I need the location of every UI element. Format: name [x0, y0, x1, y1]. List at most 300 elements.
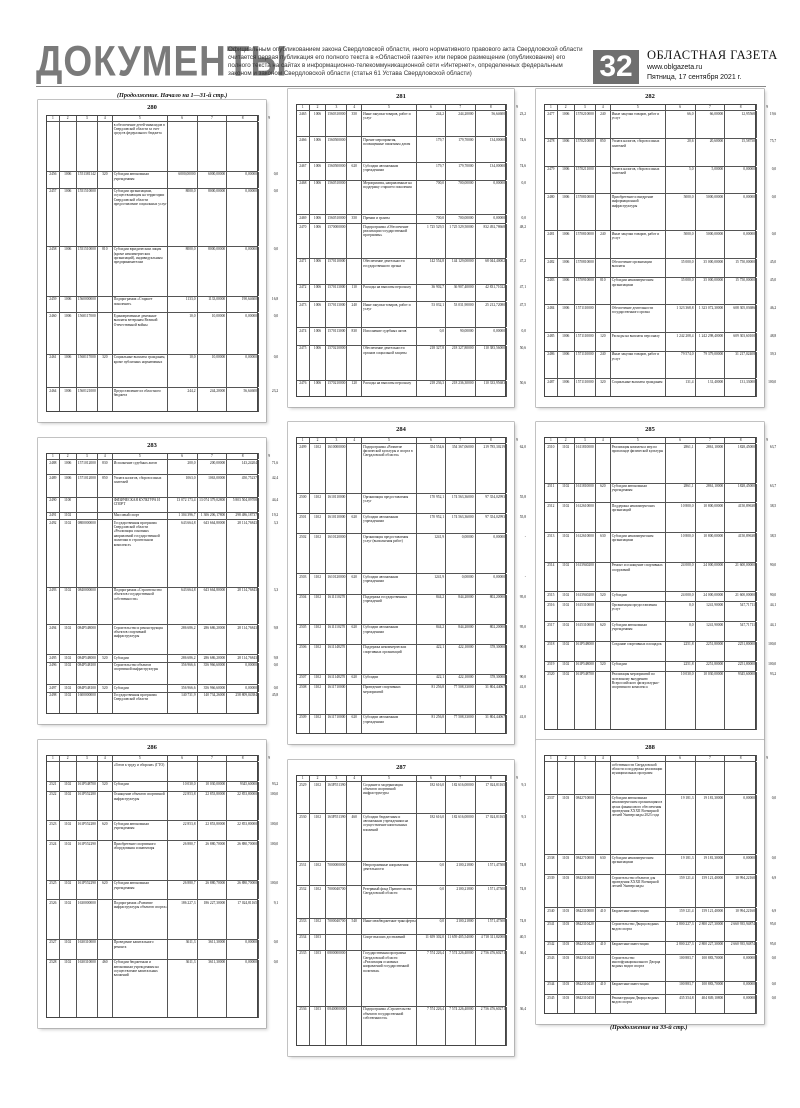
table-cell: 620	[595, 484, 610, 503]
budget-table	[46, 755, 279, 1018]
document-page	[536, 422, 777, 740]
table-cell: 1102	[59, 782, 76, 791]
column-number: 1	[46, 755, 59, 761]
table-cell: Субсидии	[112, 685, 167, 692]
table-cell: 11 659 405,54000	[445, 935, 474, 950]
table-cell: 2493	[46, 588, 59, 625]
table-cell: 0,0	[258, 960, 279, 1018]
table-row	[296, 180, 526, 215]
table-cell: 404 849,10800	[695, 995, 725, 1014]
table-cell: 9,3	[506, 782, 527, 813]
table-cell: 540	[346, 919, 361, 934]
table-cell: 1102	[309, 919, 326, 934]
table-cell: 643 664,80000	[197, 520, 227, 587]
table-cell: 084P548000	[77, 655, 96, 660]
table-cell: 26 880,70000	[226, 841, 258, 880]
table-row	[296, 258, 526, 284]
table-cell: ФИЗИЧЕСКАЯ КУЛЬТУРА И СПОРТ	[112, 498, 167, 512]
table-cell: 2491	[46, 513, 59, 520]
table-cell: 93,2	[258, 782, 279, 791]
table-cell: 0,00000	[724, 995, 756, 1014]
table-cell: 71,6	[258, 460, 279, 474]
table-cell: 7 574 226,40000	[445, 1007, 474, 1046]
table-cell	[258, 762, 279, 781]
table-cell: 2499	[296, 444, 309, 493]
table-row	[46, 880, 279, 900]
table-cell: Субсидии	[361, 675, 416, 684]
table-cell: 2251,8	[665, 642, 695, 661]
table-cell: 1102	[309, 645, 326, 674]
table-cell: 2861,10000	[695, 484, 725, 503]
column-number: 6	[665, 104, 695, 110]
table-cell: 5,00000	[695, 167, 725, 194]
table-cell: 159 121,4	[665, 908, 695, 920]
table-cell: 520	[97, 782, 112, 791]
table-cell	[97, 388, 112, 412]
table-cell: 1006	[59, 172, 76, 188]
table-cell: 6,9	[756, 908, 777, 920]
table-cell: 100,0	[756, 642, 777, 661]
table-cell: 2530	[296, 814, 309, 861]
column-number: 7	[695, 437, 725, 443]
table-cell: 66,00000	[695, 111, 725, 138]
table-cell: 2531	[296, 862, 309, 885]
table-cell	[665, 762, 695, 794]
table-cell: 31 804,44067	[475, 715, 507, 734]
column-number: 4	[595, 755, 610, 761]
table-cell: 1102	[309, 444, 326, 493]
table-cell: Организация предоставления услуг	[361, 494, 416, 513]
table-cell: 7 574 226,4	[416, 951, 445, 1006]
table-cell: 520	[97, 685, 112, 692]
column-number: 9	[506, 437, 527, 443]
table-row	[544, 532, 777, 562]
table-cell: 2474	[296, 328, 309, 344]
table-cell: 56,64600	[226, 388, 258, 412]
column-number: 8	[475, 104, 507, 110]
page-number: 284	[396, 426, 406, 433]
table-cell: 1570211000	[574, 167, 595, 194]
table-cell: 0,0	[258, 189, 279, 246]
column-number: 5	[610, 437, 665, 443]
column-number: 4	[595, 437, 610, 443]
table-cell: 186 227,3	[167, 900, 197, 939]
table-cell: 0,00000	[724, 855, 756, 874]
table-cell: 2520	[544, 672, 557, 730]
table-cell: 100,0	[756, 379, 777, 397]
table-cell: 356 966,60000	[197, 663, 227, 685]
table-cell: 161P548700	[574, 672, 595, 730]
table-cell: Иные межбюджетные трансферты	[361, 919, 416, 934]
table-cell: 1006	[557, 167, 574, 194]
table-row	[544, 621, 777, 641]
table-cell: 10 800,00000	[695, 533, 725, 562]
table-row	[544, 994, 777, 1014]
table-cell: 0,00000	[226, 189, 258, 246]
table-cell: 1103	[309, 1007, 326, 1046]
table-cell: 0,0	[416, 919, 445, 934]
table-cell: 2509	[296, 715, 309, 734]
table-cell: 1103	[557, 955, 574, 981]
table-cell: 1570210000	[325, 381, 346, 397]
table-cell: 1613940200	[574, 592, 595, 601]
column-number: 9	[756, 437, 777, 443]
column-number: 2	[557, 104, 574, 110]
table-cell: 100 883,70000	[695, 982, 725, 994]
table-row	[296, 301, 526, 327]
table-cell: 21 600,00000	[724, 592, 756, 601]
table-cell	[346, 346, 361, 380]
table-cell: 1241,90000	[695, 602, 725, 621]
table-cell: 1133,0	[167, 297, 197, 313]
table-cell: 0,00000	[226, 663, 258, 685]
table-cell: 1102	[309, 494, 326, 513]
table-row	[544, 954, 777, 981]
table-cell: 2523	[46, 821, 59, 840]
table-cell: 1102	[557, 642, 574, 661]
table-cell: 186 227,30000	[197, 900, 227, 939]
table-cell: 6000,00000	[167, 172, 197, 188]
table-cell: 2251,8	[665, 662, 695, 671]
table-cell: 10,0	[167, 313, 197, 354]
table-cell: 258 809,04384	[226, 693, 258, 715]
table-cell: 1006	[557, 139, 574, 166]
table-cell: 240	[595, 231, 610, 258]
table-cell: 45,0	[756, 278, 777, 305]
table-row	[46, 761, 258, 781]
table-cell: 2479	[544, 167, 557, 194]
table-cell: 10 030,00000	[695, 672, 725, 730]
table-cell: 1006	[59, 297, 76, 313]
table-cell: 2533	[296, 919, 309, 934]
table-row	[544, 907, 777, 920]
table-row	[296, 327, 526, 344]
table-cell: 1610120000	[325, 574, 346, 593]
table-row	[296, 861, 526, 885]
table-cell	[167, 122, 197, 171]
column-number: 9	[756, 104, 777, 110]
table-row	[544, 443, 777, 483]
table-cell: 1241,9	[416, 534, 445, 573]
newspaper-header	[0, 0, 800, 90]
table-cell: 2535	[296, 951, 309, 1006]
column-number: 4	[595, 104, 610, 110]
table-cell: 354 367,06000	[445, 444, 474, 493]
table-cell: 142 554,8	[416, 259, 445, 284]
table-cell: 182 616,00000	[445, 814, 474, 861]
table-cell: 2 800 227,3	[665, 922, 695, 941]
table-cell: 46,2	[756, 305, 777, 332]
table-cell: 1102	[59, 513, 76, 520]
table-cell: 10 800,0	[665, 503, 695, 532]
table-cell: 63,7	[756, 444, 777, 483]
table-cell: 2100,21800	[445, 919, 474, 934]
table-cell: 2539	[544, 875, 557, 907]
table-cell: 1102	[557, 672, 574, 730]
column-number: 9	[756, 755, 777, 761]
table-cell: 38,5	[756, 503, 777, 532]
table-cell: Премии и гранты	[361, 215, 416, 223]
table-cell: Субсидии бюджетным и автономным учреждениям на осуществление капитальных вложений	[361, 814, 416, 861]
table-cell: 700,0	[416, 215, 445, 223]
table-cell: 1102	[59, 900, 76, 939]
table-cell: 74,8	[506, 919, 527, 934]
table-cell	[595, 503, 610, 532]
table-cell: 1102	[309, 675, 326, 684]
table-cell: 0,0	[506, 181, 527, 215]
table-cell: 100,0	[258, 821, 279, 840]
table-cell: 1570113000	[325, 328, 346, 344]
table-cell: 620	[346, 625, 361, 644]
table-cell: 2484	[544, 305, 557, 332]
table-cell: 1571,47500	[475, 862, 507, 885]
table-cell: 1570910000	[574, 278, 595, 305]
table-row	[46, 684, 279, 692]
column-number: 9	[258, 115, 279, 121]
budget-table	[296, 104, 526, 397]
table-cell: 378,30000	[475, 675, 507, 684]
table-cell: 9,3	[506, 814, 527, 861]
table-cell: 26 880,70000	[197, 841, 227, 880]
table-row	[544, 502, 777, 532]
table-cell	[346, 862, 361, 885]
table-cell: 28 114,76843	[226, 625, 258, 654]
table-cell: 42 831,71022	[475, 285, 507, 301]
table-cell: 90,0	[756, 563, 777, 592]
column-number: 3	[76, 115, 97, 121]
table-cell: 460	[346, 814, 361, 861]
table-cell: 0,0	[756, 167, 777, 194]
table-cell: 1 725 529,5	[416, 224, 445, 258]
table-cell	[346, 935, 361, 950]
table-cell: 110 333,95683	[475, 381, 507, 397]
column-number: 1	[544, 104, 557, 110]
table-cell: 1102	[59, 960, 76, 1018]
table-cell: 100 883,7	[665, 955, 695, 981]
table-cell: 2475	[296, 346, 309, 380]
table-cell: 2494	[46, 625, 59, 654]
table-cell: 2503	[296, 574, 309, 593]
table-cell: 35 000,00000	[695, 259, 725, 277]
table-cell: 1570210000	[574, 139, 595, 166]
table-cell: 9,8	[258, 625, 279, 654]
table-cell: 110	[346, 285, 361, 301]
table-cell: 6000,00000	[197, 172, 227, 188]
table-cell: 0,00000	[475, 181, 507, 215]
table-cell: 2 756 476,60271	[475, 1007, 507, 1046]
table-cell: Исполнение судебных актов	[112, 460, 167, 474]
table-cell: 161P548700	[76, 782, 97, 791]
table-row	[46, 188, 279, 246]
table-row	[544, 661, 777, 671]
table-cell: 2490	[46, 498, 59, 512]
table-cell	[346, 224, 361, 258]
table-cell: 174 563,36000	[445, 494, 474, 513]
document-page	[38, 438, 279, 724]
column-number: 5	[361, 437, 416, 443]
table-cell: 134,00000	[475, 137, 507, 162]
column-number: 9	[506, 104, 527, 110]
table-cell: 0,00000	[445, 574, 474, 593]
table-cell: 19,2	[258, 513, 279, 520]
table-cell: 244,20000	[197, 388, 227, 412]
page-number: 283	[147, 442, 157, 449]
table-row	[296, 684, 526, 714]
table-row	[544, 601, 777, 621]
table-cell: 240	[346, 302, 361, 327]
table-cell: 23,2	[258, 388, 279, 412]
table-cell: 0842310000	[574, 875, 595, 907]
table-cell: 2460	[46, 313, 59, 354]
column-number: 2	[309, 104, 326, 110]
table-row	[296, 950, 526, 1006]
table-cell: 100,0	[258, 841, 279, 880]
table-cell: 1611110270	[325, 595, 346, 624]
table-cell: Исполнение судебных актов	[361, 328, 416, 344]
table-cell: 1612610000	[574, 503, 595, 532]
table-cell: 2498	[46, 693, 59, 715]
table-cell: 286 686,2	[167, 625, 197, 654]
table-cell: 20,6	[665, 139, 695, 166]
table-cell: 1102	[59, 663, 76, 685]
table-cell	[574, 762, 595, 794]
table-cell: 320	[97, 355, 112, 387]
table-cell: Спорт высших достижений	[361, 935, 416, 950]
table-cell: Социальные выплаты гражданам, кроме публичных нормативных	[112, 355, 167, 387]
table-cell: 50,6	[506, 381, 527, 397]
table-cell: 620	[97, 881, 112, 900]
table-cell: 802,20000	[475, 625, 507, 644]
table-cell: 1103	[309, 951, 326, 1006]
table-cell: 63,7	[756, 484, 777, 503]
table-cell	[76, 762, 97, 781]
table-row	[296, 624, 526, 644]
table-cell: 2528	[46, 960, 59, 1018]
table-cell: 53 032,1	[416, 302, 445, 327]
table-cell: 50,6	[506, 346, 527, 380]
table-cell: Субсидии автономным учреждениям	[361, 514, 416, 533]
column-number: 4	[97, 453, 112, 459]
table-cell: 21 600,00000	[724, 563, 756, 592]
column-number: 1	[46, 115, 59, 121]
table-row	[46, 959, 279, 1018]
table-cell: 131,33000	[724, 379, 756, 397]
table-cell: 0,0	[756, 982, 777, 994]
table-cell: 2470	[296, 224, 309, 258]
table-cell: 134,00000	[475, 163, 507, 179]
table-cell	[97, 940, 112, 959]
table-cell: 15,58750	[724, 139, 756, 166]
table-cell: 084P548100	[76, 663, 97, 685]
table-row	[296, 284, 526, 301]
table-cell	[756, 762, 777, 794]
table-cell: 2516	[544, 602, 557, 621]
column-number: 2	[557, 437, 574, 443]
table-row	[46, 474, 279, 497]
table-cell: 1006	[309, 259, 326, 284]
table-cell: 2540	[544, 908, 557, 920]
continued-from-note: (Продолжение. Начало на 1—31-й стр.)	[117, 92, 228, 99]
table-cell: 802,20000	[475, 595, 507, 624]
table-cell: 1630310000	[76, 940, 97, 959]
table-cell: 74,8	[506, 862, 527, 885]
table-cell: 2472	[296, 285, 309, 301]
table-cell: 1570810000	[574, 259, 595, 277]
table-cell: 22 853,80000	[197, 792, 227, 821]
table-cell: 35 000,0	[665, 259, 695, 277]
column-number: 7	[445, 775, 474, 781]
table-cell	[695, 762, 725, 794]
column-number: 1	[544, 437, 557, 443]
table-cell	[76, 498, 97, 512]
table-cell: 36 907,40000	[445, 285, 474, 301]
table-cell: 1102	[557, 622, 574, 641]
table-cell: 200,00000	[197, 460, 227, 474]
table-cell	[346, 494, 361, 513]
table-cell: 0840000000	[76, 588, 97, 625]
table-row	[544, 591, 777, 601]
table-cell	[346, 595, 361, 624]
table-cell: 1560510000	[325, 215, 346, 223]
table-cell: 2486	[544, 352, 557, 379]
table-cell: 1063,00000	[197, 475, 227, 497]
table-cell: 2506	[296, 645, 309, 674]
table-cell: 320	[595, 379, 610, 397]
table-cell: 90,0	[506, 645, 527, 674]
table-cell: 1551381142	[76, 172, 97, 188]
table-cell: 2495	[46, 655, 59, 662]
table-cell: «Готов к труду и обороне» (ГТО)	[112, 762, 167, 781]
table-cell: 410	[595, 942, 610, 954]
table-cell: 1570210000	[574, 111, 595, 138]
table-cell: 286 686,20000	[197, 625, 227, 654]
table-row	[46, 121, 258, 171]
table-row	[544, 193, 777, 230]
table-cell: 1006	[557, 259, 574, 277]
column-number: 7	[197, 755, 227, 761]
table-cell	[197, 122, 227, 171]
table-cell: 22 853,80000	[197, 821, 227, 840]
table-cell: 44,1	[756, 622, 777, 641]
table-cell: Приобретение и внедрение информационной инфраструктуры	[610, 194, 665, 230]
table-cell: 9,8	[258, 655, 279, 662]
table-cell: Иные закупки товаров, работ и услуг	[610, 111, 665, 138]
table-cell: 2524	[46, 841, 59, 880]
newspaper-website: www.oblgazeta.ru	[647, 64, 703, 71]
table-cell	[346, 886, 361, 917]
table-cell: 1571012000	[76, 460, 97, 474]
table-cell: 144 129,00000	[445, 259, 474, 284]
table-cell	[346, 782, 361, 813]
table-cell: 2468	[296, 181, 309, 215]
table-cell: 0,00000	[475, 215, 507, 223]
table-cell: 1570113000	[325, 285, 346, 301]
table-cell: Подпрограмма «Развитие физической культуры и спорта в Свердловской области»	[361, 444, 416, 493]
table-cell	[325, 935, 346, 950]
table-cell	[97, 313, 112, 354]
column-number: 7	[695, 104, 725, 110]
table-row	[296, 934, 526, 950]
table-cell: 1610120000	[325, 534, 346, 573]
table-cell: 10 030,0	[167, 782, 197, 791]
column-number: 1	[296, 775, 309, 781]
table-cell: 97 354,02993	[475, 514, 507, 533]
table-cell: 36,4	[506, 951, 527, 1006]
table-cell: 2543	[544, 955, 557, 981]
table-row	[296, 443, 526, 493]
table-cell: 830	[97, 460, 112, 474]
table-cell: Резервный фонд Правительства Свердловской области	[361, 886, 416, 917]
